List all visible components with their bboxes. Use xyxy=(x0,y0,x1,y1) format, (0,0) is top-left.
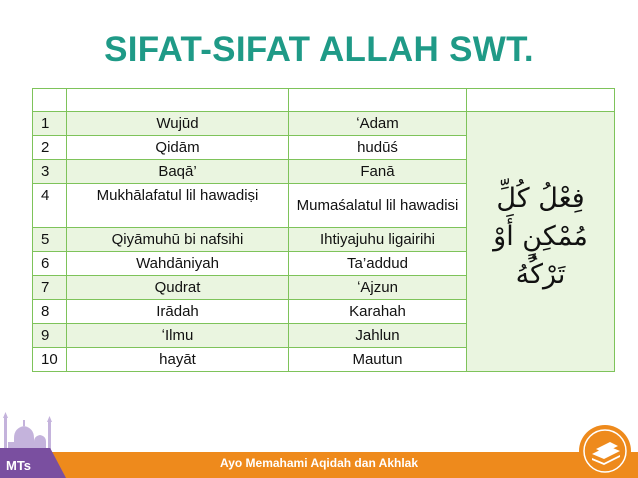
sifat-wajib-cell: ʻIlmu xyxy=(67,324,289,348)
sifat-mustahil-cell: Mautun xyxy=(289,348,467,372)
footer-text: Ayo Memahami Aqidah dan Akhlak xyxy=(219,456,419,470)
sifat-wajib-cell: Mukhālafatul lil hawadiṣi xyxy=(67,184,289,228)
mosque-icon xyxy=(0,412,60,452)
row-number: 3 xyxy=(33,160,67,184)
sifat-wajib-cell: Qudrat xyxy=(67,276,289,300)
header-cell-jaiz xyxy=(467,89,615,112)
row-number: 8 xyxy=(33,300,67,324)
sifat-table xyxy=(32,88,615,372)
sifat-mustahil-cell: Fanā xyxy=(289,160,467,184)
sifat-jaiz-arabic: فِعْلُ كُلِّ مُمْكِنٍ أَوْ تَرْكُهُ xyxy=(467,112,615,372)
page-title: SIFAT-SIFAT ALLAH SWT. xyxy=(104,30,534,69)
sifat-mustahil-cell: Ihtiyajuhu ligairihi xyxy=(289,228,467,252)
sifat-mustahil-cell: Ta’addud xyxy=(289,252,467,276)
sifat-mustahil-cell: ʻAjzun xyxy=(289,276,467,300)
row-number: 1 xyxy=(33,112,67,136)
header-cell-mustahil xyxy=(289,89,467,112)
sifat-mustahil-cell: Mumaśalatul lil hawadisi xyxy=(289,184,467,228)
sifat-wajib-cell: Wujūd xyxy=(67,112,289,136)
sifat-mustahil-cell: hudūś xyxy=(289,136,467,160)
sifat-wajib-cell: hayāt xyxy=(67,348,289,372)
sifat-wajib-cell: Wahdāniyah xyxy=(67,252,289,276)
row-number: 9 xyxy=(33,324,67,348)
sifat-mustahil-cell: ʻAdam xyxy=(289,112,467,136)
sifat-wajib-cell: Qidām xyxy=(67,136,289,160)
table-row xyxy=(33,112,615,136)
table-header-row xyxy=(33,89,615,112)
mts-badge-label: MTs xyxy=(6,458,32,473)
sifat-wajib-cell: Baqā’ xyxy=(67,160,289,184)
row-number: 7 xyxy=(33,276,67,300)
header-cell-no xyxy=(33,89,67,112)
row-number: 10 xyxy=(33,348,67,372)
book-stack-icon xyxy=(578,424,632,478)
row-number: 4 xyxy=(33,184,67,228)
sifat-wajib-cell: Irādah xyxy=(67,300,289,324)
header-cell-sifat xyxy=(67,89,289,112)
row-number: 6 xyxy=(33,252,67,276)
row-number: 2 xyxy=(33,136,67,160)
sifat-wajib-cell: Qiyāmuhū bi nafsihi xyxy=(67,228,289,252)
sifat-mustahil-cell: Jahlun xyxy=(289,324,467,348)
sifat-mustahil-cell: Karahah xyxy=(289,300,467,324)
row-number: 5 xyxy=(33,228,67,252)
